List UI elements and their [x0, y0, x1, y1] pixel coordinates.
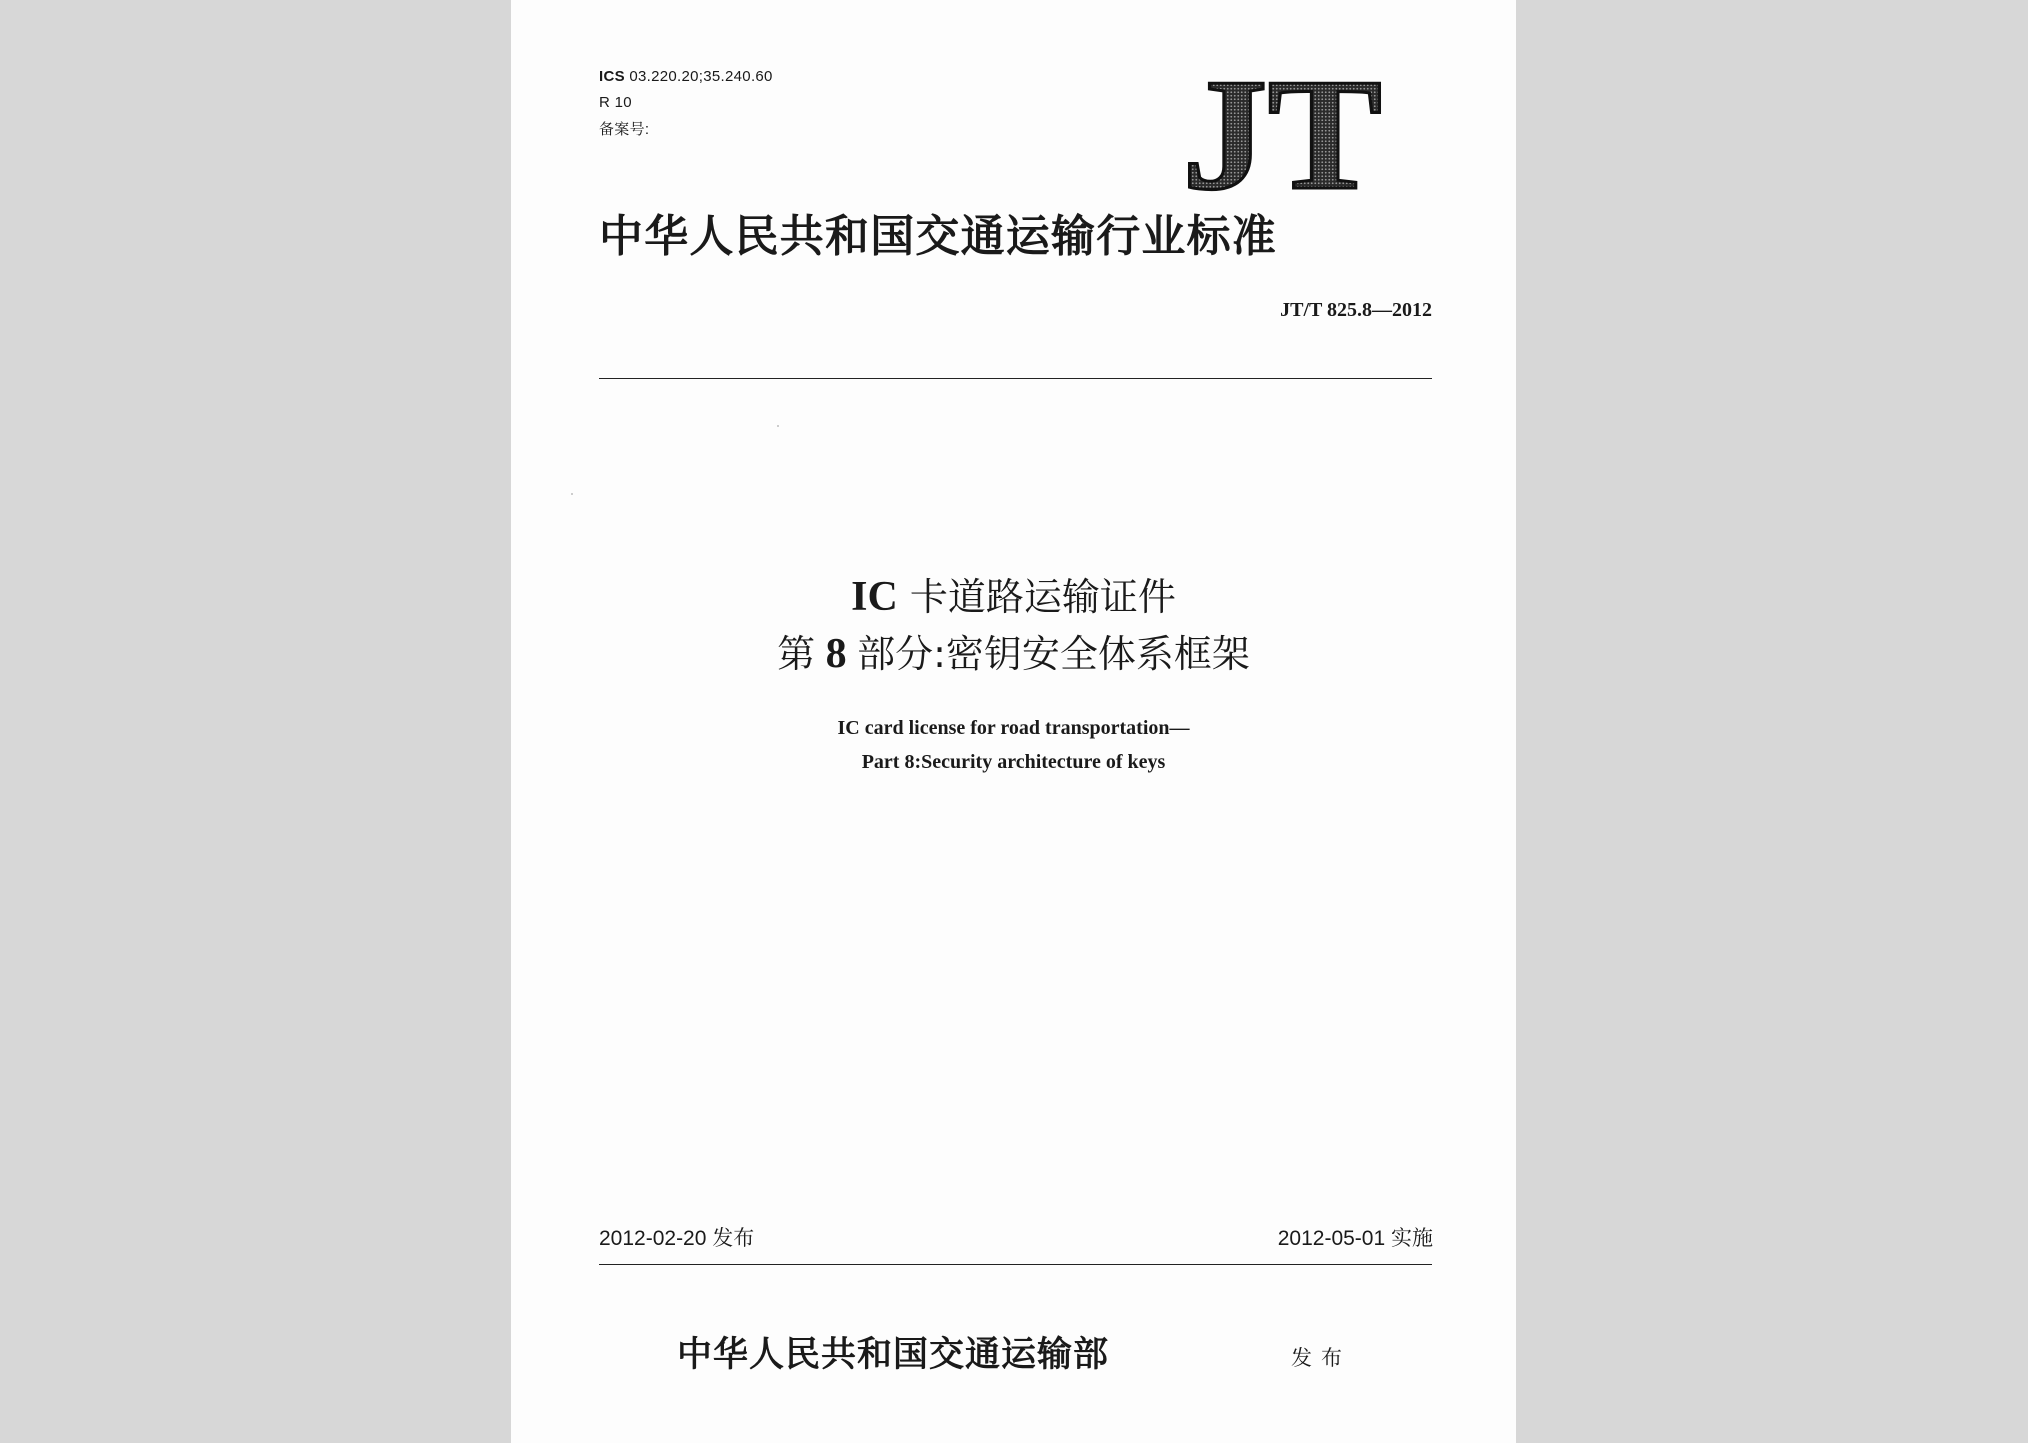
ics-label: ICS [599, 68, 625, 85]
publish-label: 发布 [1291, 1346, 1351, 1370]
title-cn-line-1-text: 卡道路运输证件 [897, 575, 1176, 619]
standard-heading: 中华人民共和国交通运输行业标准 [599, 211, 1277, 262]
jt-logo [1177, 66, 1387, 198]
issue-date: 2012-02-20 发布 [599, 1227, 755, 1250]
top-divider [599, 378, 1432, 379]
publisher-name: 中华人民共和国交通运输部 [677, 1334, 1110, 1375]
title-cn-part-number: 8 [815, 631, 858, 677]
standard-code: JT/T 825.8—2012 [1280, 299, 1432, 321]
bottom-divider [599, 1264, 1432, 1265]
title-cn-part-prefix: 第 [777, 632, 816, 676]
scan-speck [571, 493, 573, 495]
classification-code: R 10 [599, 94, 632, 111]
implementation-date: 2012-05-01 实施 [1277, 1227, 1433, 1250]
scan-speck [777, 425, 779, 427]
ics-value: 03.220.20;35.240.60 [629, 68, 773, 85]
ics-line [599, 69, 773, 84]
title-en-line-1: IC card license for road transportation— [837, 717, 1190, 739]
jt-logo-text: JT [1182, 66, 1382, 198]
document-page [511, 0, 1516, 1443]
title-en-line-2: Part 8:Security architecture of keys [861, 751, 1166, 773]
title-cn-line-2 [511, 633, 1516, 675]
title-cn-line-1 [511, 576, 1516, 618]
title-cn-line-2-text: 部分:密钥安全体系框架 [857, 632, 1250, 676]
title-cn-ic: IC [851, 574, 898, 620]
filing-number-label: 备案号: [599, 121, 650, 138]
